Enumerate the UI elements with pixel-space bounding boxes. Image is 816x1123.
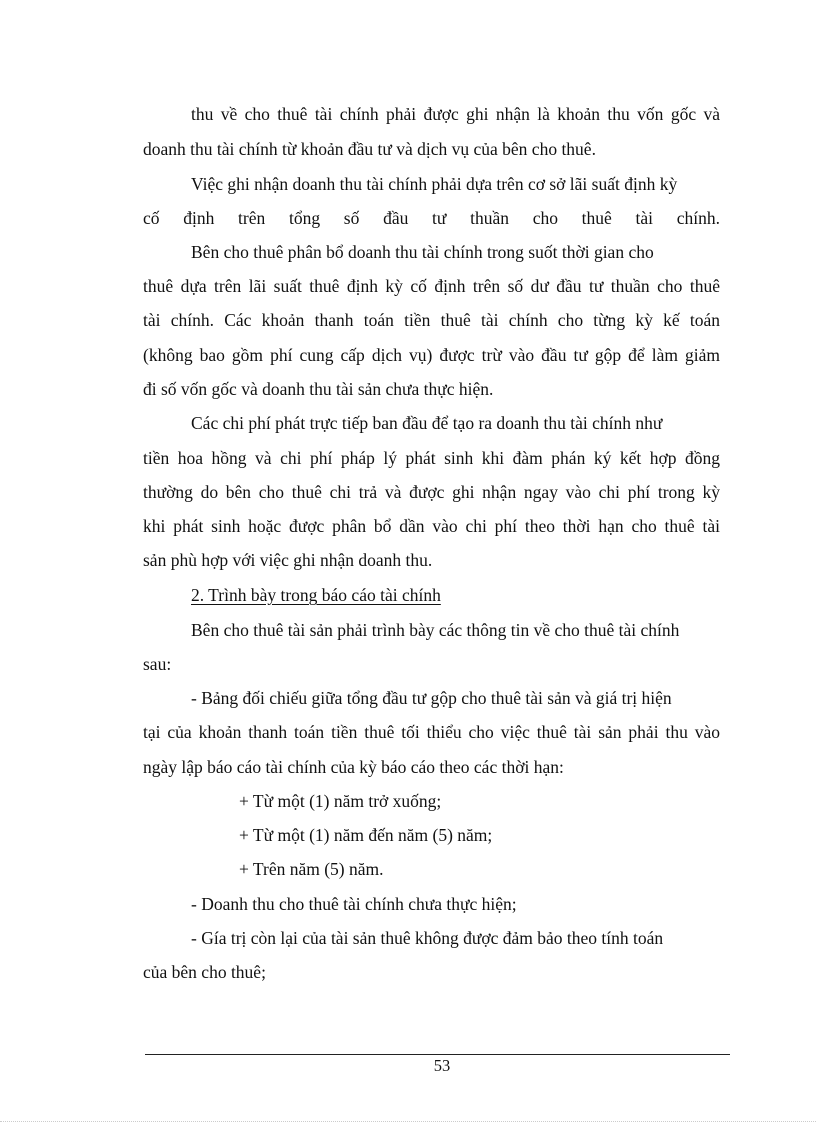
list-item: + Từ một (1) năm đến năm (5) năm;	[239, 825, 493, 845]
text-line: Việc ghi nhận doanh thu tài chính phải dựa trên cơ sở lãi suất định kỳ	[191, 174, 678, 194]
text-line: Bên cho thuê tài sản phải trình bày các thông tin về cho thuê tài chính	[191, 620, 680, 640]
text-line: Các chi phí phát trực tiếp ban đầu để tạo ra doanh thu tài chính như	[191, 413, 663, 433]
text-line: - Bảng đối chiếu giữa tổng đầu tư gộp cho thuê tài sản và giá trị hiện	[191, 688, 672, 708]
list-item: + Từ một (1) năm trở xuống;	[239, 791, 442, 811]
text-line: tiền hoa hồng và chi phí pháp lý phát sinh khi đàm phán ký kết hợp đồng	[143, 448, 720, 468]
text-line: cố định trên tổng số đầu tư thuần cho thuê tài chính.	[143, 208, 720, 228]
text-line: Bên cho thuê phân bổ doanh thu tài chính trong suốt thời gian cho	[191, 242, 654, 262]
text-line: của bên cho thuê;	[143, 962, 266, 982]
text-line: - Gía trị còn lại của tài sản thuê không được đảm bảo theo tính toán	[191, 928, 664, 948]
text-line: (không bao gồm phí cung cấp dịch vụ) được trừ vào đầu tư gộp để làm giảm	[143, 345, 720, 365]
text-line: thuê dựa trên lãi suất thuê định kỳ cố định trên số dư đầu tư thuần cho thuê	[143, 276, 720, 296]
text-line: tại của khoản thanh toán tiền thuê tối thiểu cho việc thuê tài sản phải thu vào	[143, 722, 720, 742]
text-line: - Doanh thu cho thuê tài chính chưa thực hiện;	[191, 894, 517, 914]
list-item: + Trên năm (5) năm.	[239, 859, 384, 879]
section-heading: 2. Trình bày trong báo cáo tài chính	[191, 585, 441, 605]
page-edge-divider	[0, 1121, 816, 1122]
text-line: đi số vốn gốc và doanh thu tài sản chưa thực hiện.	[143, 379, 494, 399]
text-line: thu về cho thuê tài chính phải được ghi nhận là khoản thu vốn gốc và	[191, 104, 720, 124]
text-line: sau:	[143, 654, 172, 674]
text-line: thường do bên cho thuê chi trả và được ghi nhận ngay vào chi phí trong kỳ	[143, 482, 720, 502]
text-line: doanh thu tài chính từ khoản đầu tư và dịch vụ của bên cho thuê.	[143, 139, 596, 159]
text-line: tài chính. Các khoản thanh toán tiền thuê tài chính cho từng kỳ kế toán	[143, 310, 720, 330]
text-line: sản phù hợp với việc ghi nhận doanh thu.	[143, 550, 433, 570]
text-line: ngày lập báo cáo tài chính của kỳ báo cáo theo các thời hạn:	[143, 757, 564, 777]
text-line: khi phát sinh hoặc được phân bổ dần vào chi phí theo thời hạn cho thuê tài	[143, 516, 720, 536]
page-number: 53	[433, 1056, 451, 1075]
